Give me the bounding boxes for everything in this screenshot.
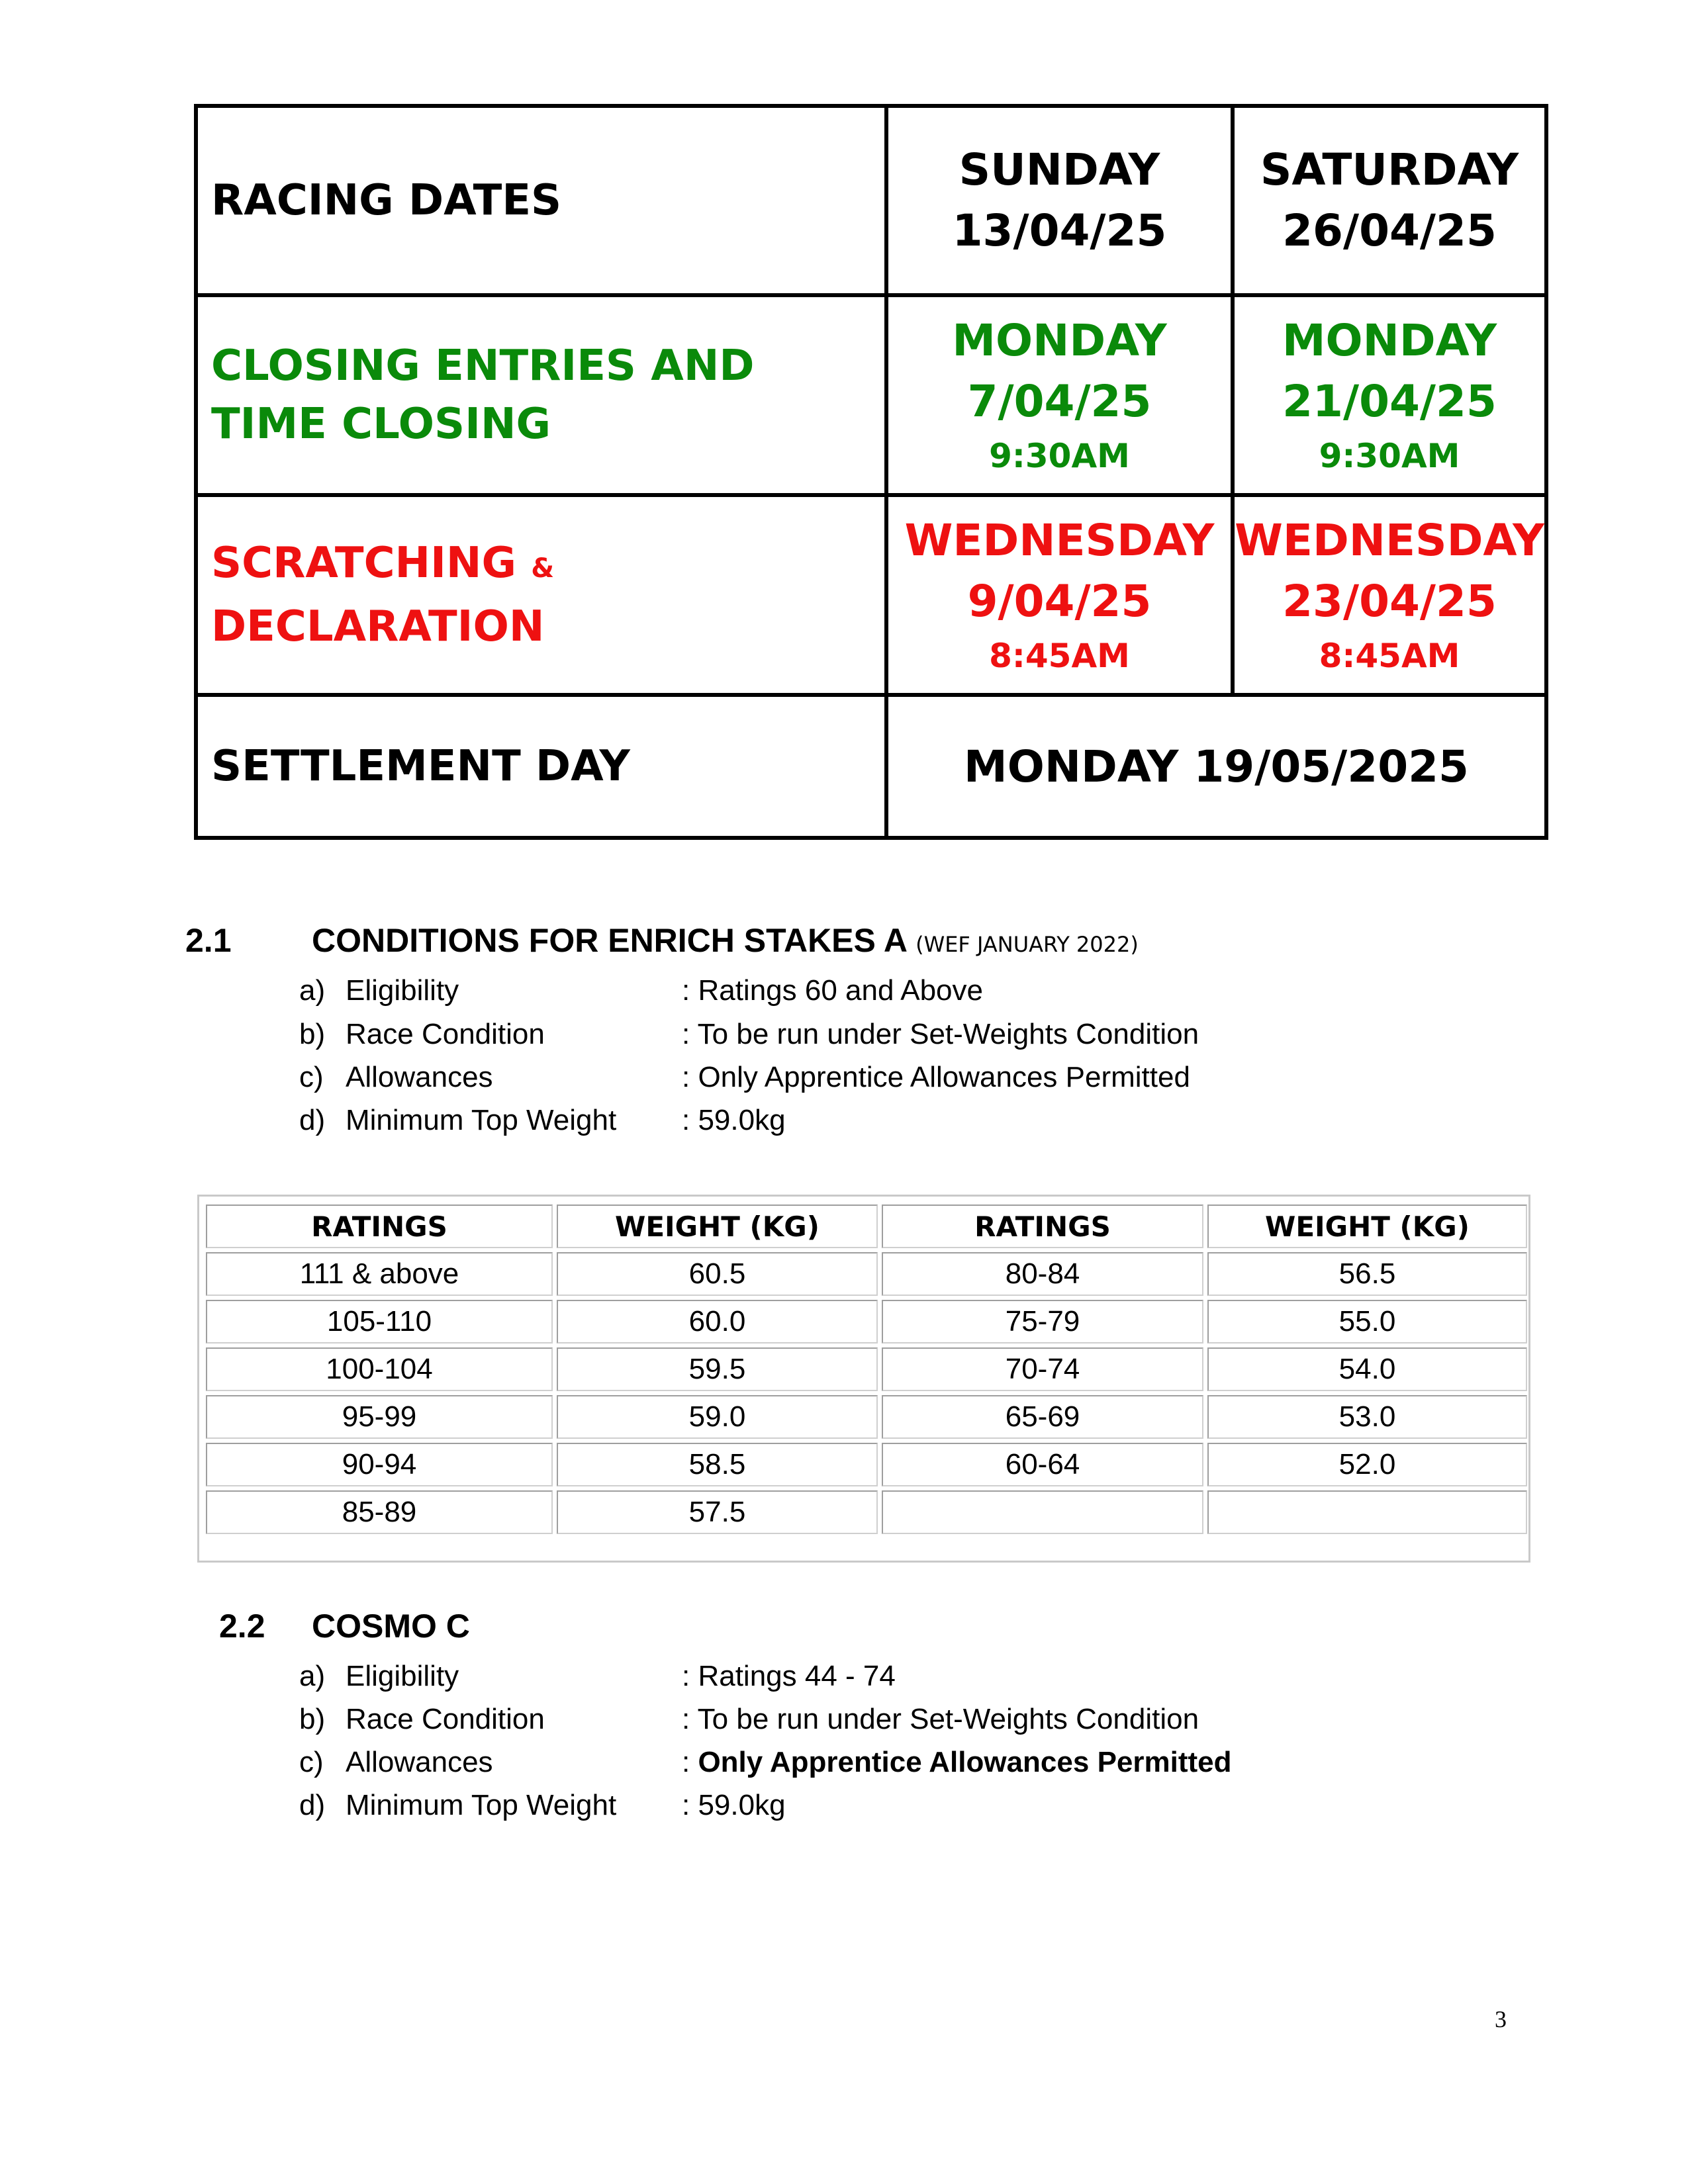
condition-key: Allowances bbox=[346, 1061, 493, 1093]
column-header: WEIGHT (KG) bbox=[557, 1205, 878, 1248]
closing-day: MONDAY bbox=[952, 315, 1167, 366]
closing-time: 9:30AM bbox=[989, 437, 1130, 475]
condition-key: Minimum Top Weight bbox=[346, 1789, 617, 1821]
settlement-row bbox=[196, 695, 1546, 838]
table-cell: 105-110 bbox=[206, 1300, 553, 1343]
table-cell: 85-89 bbox=[206, 1490, 553, 1534]
condition-value-bold: Only Apprentice Allowances Permitted bbox=[698, 1746, 1232, 1778]
racing-dates-label: RACING DATES bbox=[196, 106, 886, 295]
section-21-title-text: CONDITIONS FOR ENRICH STAKES A bbox=[312, 922, 907, 959]
condition-letter: d) bbox=[299, 1789, 326, 1821]
table-row bbox=[206, 1443, 1527, 1486]
race-date-cell bbox=[886, 106, 1233, 295]
condition-letter: b) bbox=[299, 1703, 326, 1735]
table-cell: 100-104 bbox=[206, 1347, 553, 1391]
condition-key: Eligibility bbox=[346, 1660, 459, 1692]
table-row bbox=[206, 1300, 1527, 1343]
closing-entries-label-line1: CLOSING ENTRIES AND bbox=[211, 341, 755, 390]
scratching-time: 8:45AM bbox=[1319, 637, 1460, 675]
condition-value: : 59.0kg bbox=[682, 1104, 786, 1136]
scratching-label-a: SCRATCHING bbox=[211, 539, 516, 588]
ratings-weight-table-frame bbox=[197, 1195, 1530, 1563]
race-day: SATURDAY bbox=[1260, 144, 1519, 195]
scratching-time: 8:45AM bbox=[989, 637, 1130, 675]
table-row bbox=[206, 1395, 1527, 1439]
closing-entries-label bbox=[196, 295, 886, 495]
scratching-label-amp: & bbox=[531, 553, 555, 584]
table-cell: 59.5 bbox=[557, 1347, 878, 1391]
race-date: 13/04/25 bbox=[952, 205, 1167, 256]
table-cell bbox=[1207, 1490, 1527, 1534]
table-cell: 56.5 bbox=[1207, 1252, 1527, 1296]
table-cell: 65-69 bbox=[882, 1395, 1203, 1439]
ratings-weight-table bbox=[202, 1201, 1531, 1538]
scratching-label bbox=[196, 495, 886, 695]
closing-entries-label-line2: TIME CLOSING bbox=[211, 400, 551, 449]
column-header: RATINGS bbox=[206, 1205, 553, 1248]
condition-letter: a) bbox=[299, 1660, 326, 1692]
section-22-title: COSMO C bbox=[312, 1608, 470, 1645]
condition-value: : Ratings 44 - 74 bbox=[682, 1660, 896, 1692]
scratching-day: WEDNESDAY bbox=[904, 515, 1215, 566]
condition-value: : Only Apprentice Allowances Permitted bbox=[682, 1061, 1190, 1093]
condition-key: Race Condition bbox=[346, 1018, 545, 1050]
closing-date: 7/04/25 bbox=[967, 376, 1152, 427]
race-day: SUNDAY bbox=[959, 144, 1160, 195]
condition-value-prefix: : bbox=[682, 1746, 698, 1778]
table-cell: 58.5 bbox=[557, 1443, 878, 1486]
settlement-date-cell bbox=[886, 695, 1546, 838]
closing-date-cell bbox=[886, 295, 1233, 495]
scratching-date-cell bbox=[886, 495, 1233, 695]
closing-day: MONDAY bbox=[1282, 315, 1497, 366]
closing-entries-row bbox=[196, 295, 1546, 495]
page-number: 3 bbox=[1495, 2006, 1507, 2032]
section-22-number: 2.2 bbox=[219, 1608, 265, 1645]
scratching-date: 23/04/25 bbox=[1282, 576, 1497, 627]
closing-time: 9:30AM bbox=[1319, 437, 1460, 475]
table-cell: 111 & above bbox=[206, 1252, 553, 1296]
condition-value: : To be run under Set-Weights Condition bbox=[682, 1018, 1199, 1050]
table-cell: 57.5 bbox=[557, 1490, 878, 1534]
condition-value: : To be run under Set-Weights Condition bbox=[682, 1703, 1199, 1735]
table-cell: 95-99 bbox=[206, 1395, 553, 1439]
condition-letter: d) bbox=[299, 1104, 326, 1136]
table-cell: 59.0 bbox=[557, 1395, 878, 1439]
racing-dates-table bbox=[194, 104, 1548, 840]
scratching-label-b: DECLARATION bbox=[211, 602, 545, 651]
condition-key: Allowances bbox=[346, 1746, 493, 1778]
closing-date: 21/04/25 bbox=[1282, 376, 1497, 427]
scratching-row bbox=[196, 495, 1546, 695]
condition-key: Race Condition bbox=[346, 1703, 545, 1735]
table-cell bbox=[882, 1490, 1203, 1534]
settlement-date: MONDAY 19/05/2025 bbox=[964, 741, 1469, 792]
condition-key: Eligibility bbox=[346, 974, 459, 1007]
condition-value bbox=[682, 1746, 1232, 1779]
scratching-date: 9/04/25 bbox=[967, 576, 1152, 627]
condition-letter: a) bbox=[299, 974, 326, 1007]
race-date: 26/04/25 bbox=[1282, 205, 1497, 256]
section-21-title bbox=[312, 921, 1139, 960]
table-cell: 55.0 bbox=[1207, 1300, 1527, 1343]
scratching-date-cell bbox=[1233, 495, 1546, 695]
condition-key: Minimum Top Weight bbox=[346, 1104, 617, 1136]
condition-letter: c) bbox=[299, 1061, 324, 1093]
table-cell: 90-94 bbox=[206, 1443, 553, 1486]
table-row bbox=[206, 1252, 1527, 1296]
closing-date-cell bbox=[1233, 295, 1546, 495]
table-cell: 53.0 bbox=[1207, 1395, 1527, 1439]
table-cell: 75-79 bbox=[882, 1300, 1203, 1343]
racing-dates-row bbox=[196, 106, 1546, 295]
column-header: RATINGS bbox=[882, 1205, 1203, 1248]
settlement-label: SETTLEMENT DAY bbox=[196, 695, 886, 838]
scratching-day: WEDNESDAY bbox=[1235, 515, 1544, 566]
condition-value: : 59.0kg bbox=[682, 1789, 786, 1821]
table-header-row bbox=[206, 1205, 1527, 1248]
table-cell: 52.0 bbox=[1207, 1443, 1527, 1486]
table-cell: 70-74 bbox=[882, 1347, 1203, 1391]
table-row bbox=[206, 1347, 1527, 1391]
condition-letter: b) bbox=[299, 1018, 326, 1050]
table-cell: 60-64 bbox=[882, 1443, 1203, 1486]
table-cell: 54.0 bbox=[1207, 1347, 1527, 1391]
condition-letter: c) bbox=[299, 1746, 324, 1778]
table-cell: 60.0 bbox=[557, 1300, 878, 1343]
column-header: WEIGHT (KG) bbox=[1207, 1205, 1527, 1248]
table-cell: 80-84 bbox=[882, 1252, 1203, 1296]
table-row bbox=[206, 1490, 1527, 1534]
race-date-cell bbox=[1233, 106, 1546, 295]
section-21-number: 2.1 bbox=[185, 922, 232, 959]
section-21-note: (WEF JANUARY 2022) bbox=[915, 932, 1139, 957]
condition-value: : Ratings 60 and Above bbox=[682, 974, 983, 1007]
table-cell: 60.5 bbox=[557, 1252, 878, 1296]
